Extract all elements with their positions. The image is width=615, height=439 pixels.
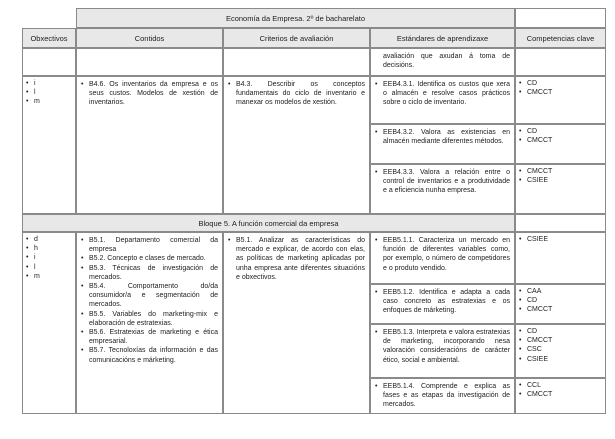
section1-estandar-3 bbox=[370, 164, 515, 214]
contido-item: • B5.5. Variables do marketing-mix e elaboración de estratexias. bbox=[81, 310, 218, 328]
competencia-item: • CSC bbox=[519, 345, 602, 354]
criterio-item: • B4.3. Describir os conceptos fundamentais do ciclo de inventario e manexar os modelos de xestión. bbox=[228, 80, 365, 108]
estandar-item: • EEB5.1.1. Caracteriza un mercado en función de diferentes variables como, por exemplo, o número de competidores e o produto vendido. bbox=[375, 236, 510, 273]
section2-estandar-4 bbox=[370, 378, 515, 414]
section1-estandar-1 bbox=[370, 76, 515, 124]
estandar-item: • EEB5.1.3. Interpreta e valora estratexias de marketing, incorporando nesa valoración consideracións de carácter ético, social e ambiental. bbox=[375, 328, 510, 365]
competencia-item: • CMCCT bbox=[519, 336, 602, 345]
competencia-item: • CD bbox=[519, 127, 602, 136]
section2-estandar-3 bbox=[370, 324, 515, 378]
section2-competencias-3 bbox=[515, 324, 606, 378]
table-title: Economía da Empresa. 2º de bacharelato bbox=[76, 8, 515, 28]
obxectivo-item: • h bbox=[26, 244, 72, 253]
obxectivo-item: • d bbox=[26, 235, 72, 244]
section2-competencias-2 bbox=[515, 284, 606, 324]
estandar-item: • EEB5.1.4. Comprende e explica as fases e as etapas da investigación de mercados. bbox=[375, 382, 510, 410]
header-competencias: Competencias clave bbox=[515, 28, 606, 48]
contido-item: • B4.6. Os inventarios da empresa e os seus custos. Modelos de xestión de inventarios. bbox=[81, 80, 218, 108]
competencia-item: • CMCCT bbox=[519, 136, 602, 145]
bloque5-right-empty bbox=[515, 214, 606, 232]
estandar-item: • EEB4.3.3. Valora a relación entre o control de inventarios e a produtividade e a eficiencia nunha empresa. bbox=[375, 168, 510, 196]
section1-obxectivos bbox=[22, 76, 76, 214]
competencia-item: • CSIEE bbox=[519, 176, 602, 185]
obxectivo-item: • i bbox=[26, 253, 72, 262]
obxectivo-item: • m bbox=[26, 272, 72, 281]
contido-item: • B5.2. Concepto e clases de mercado. bbox=[81, 254, 218, 263]
competencia-item: • CAA bbox=[519, 287, 602, 296]
section2-contidos bbox=[76, 232, 223, 414]
bloque5-title: Bloque 5. A función comercial da empresa bbox=[22, 214, 515, 232]
section1-competencias-2 bbox=[515, 124, 606, 164]
title-right-empty bbox=[515, 8, 606, 28]
obxectivo-item: • l bbox=[26, 88, 72, 97]
contido-item: • B5.4. Comportamento do/da consumidor/a e segmentación de mercados. bbox=[81, 282, 218, 310]
section2-obxectivos bbox=[22, 232, 76, 414]
competencia-item: • CD bbox=[519, 79, 602, 88]
estandar-item: • EEB5.1.2. Identifica e adapta a cada caso concreto as estratexias e os enfoques de márketing. bbox=[375, 288, 510, 316]
curriculum-table bbox=[22, 8, 606, 414]
section2-estandar-2 bbox=[370, 284, 515, 324]
section2-competencias-1 bbox=[515, 232, 606, 284]
section2-competencias-4 bbox=[515, 378, 606, 414]
continuation-estandar: avaliación que axudan á toma de decisións. bbox=[370, 48, 515, 76]
section2-estandar-1 bbox=[370, 232, 515, 284]
competencia-item: • CCL bbox=[519, 381, 602, 390]
header-criterios: Criterios de avaliación bbox=[223, 28, 370, 48]
competencia-item: • CMCCT bbox=[519, 167, 602, 176]
estandar-item: • EEB4.3.2. Valora as existencias en almacén mediante diferentes métodos. bbox=[375, 128, 510, 146]
section1-contidos bbox=[76, 76, 223, 214]
cont-competencias-empty bbox=[515, 48, 606, 76]
contido-item: • B5.6. Estratexias de marketing e ética empresarial. bbox=[81, 328, 218, 346]
obxectivo-item: • m bbox=[26, 97, 72, 106]
competencia-item: • CD bbox=[519, 327, 602, 336]
contido-item: • B5.7. Tecnoloxías da información e das comunicacións e márketing. bbox=[81, 346, 218, 364]
contido-item: • B5.3. Técnicas de investigación de mercados. bbox=[81, 264, 218, 282]
section1-competencias-1 bbox=[515, 76, 606, 124]
competencia-item: • CMCCT bbox=[519, 88, 602, 97]
obxectivo-item: • l bbox=[26, 263, 72, 272]
cont-contidos-empty bbox=[76, 48, 223, 76]
estandar-item: • EEB4.3.1. Identifica os custos que xera o almacén e resolve casos prácticos sobre o ciclo de inventario. bbox=[375, 80, 510, 108]
section1-competencias-3 bbox=[515, 164, 606, 214]
obxectivo-item: • i bbox=[26, 79, 72, 88]
competencia-item: • CSIEE bbox=[519, 355, 602, 364]
cont-obxectivos-empty bbox=[22, 48, 76, 76]
section1-criterio bbox=[223, 76, 370, 214]
section1-estandar-2 bbox=[370, 124, 515, 164]
criterio-item: • B5.1. Analizar as características do mercado e explicar, de acordo con elas, as políticas de marketing aplicadas por unha empresa ante diferentes situacións e obxectivos. bbox=[228, 236, 365, 282]
header-estandares: Estándares de aprendizaxe bbox=[370, 28, 515, 48]
competencia-item: • CSIEE bbox=[519, 235, 602, 244]
header-contidos: Contidos bbox=[76, 28, 223, 48]
competencia-item: • CMCCT bbox=[519, 305, 602, 314]
contido-item: • B5.1. Departamento comercial da empresa bbox=[81, 236, 218, 254]
cont-criterios-empty bbox=[223, 48, 370, 76]
section2-criterio bbox=[223, 232, 370, 414]
header-obxectivos: Obxectivos bbox=[22, 28, 76, 48]
competencia-item: • CMCCT bbox=[519, 390, 602, 399]
competencia-item: • CD bbox=[519, 296, 602, 305]
